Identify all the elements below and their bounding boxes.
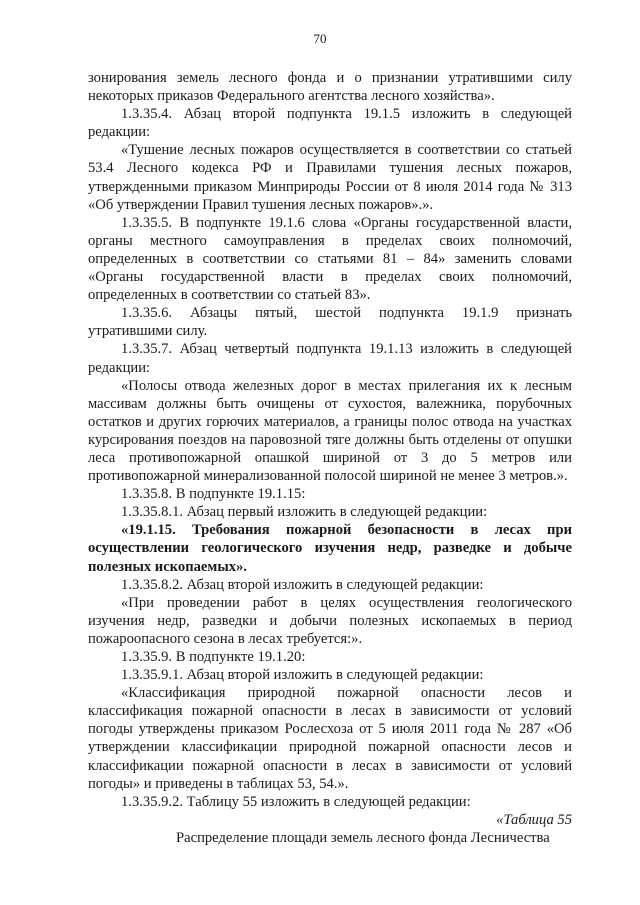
paragraph: 1.3.35.9.2. Таблицу 55 изложить в следующей редакции: (121, 793, 471, 810)
paragraph: 1.3.35.6. Абзацы пятый, шестой подпункта 19.1.9 признать утратившими силу. (88, 305, 572, 340)
paragraph: 1.3.35.8.1. Абзац первый изложить в следующей редакции: (121, 504, 488, 521)
paragraph: «Тушение лесных пожаров осуществляется в соответствии со статьей 53.4 Лесного кодекса РФ и Правилами тушения лесных пожаров, утвержденными приказом Минприроды России от 8 июля 2014 года № 313 «Об утверждении Правил тушения лесных пожаров».». (88, 142, 572, 213)
paragraph: 1.3.35.4. Абзац второй подпункта 19.1.5 изложить в следующей редакции: (88, 106, 572, 141)
bold-heading-paragraph: «19.1.15. Требования пожарной безопасности в лесах при осуществлении геологического изучения недр, разведке и добыче полезных ископаемых». (88, 522, 572, 575)
paragraph: 1.3.35.5. В подпункте 19.1.6 слова «Органы государственной власти, органы местного самоуправления в пределах своих полномочий, определенных в соответствии со статьями 81 – 84» заменить словами «Органы государственной власти в пределах своих полномочий, определенных в соответствии со статьей 83». (88, 214, 572, 304)
paragraph: 1.3.35.8.2. Абзац второй изложить в следующей редакции: (121, 576, 484, 593)
paragraph: «Классификация природной пожарной опасности лесов и классификация пожарной опасности в лесах в зависимости от условий погоды утверждены приказом Рослесхоза от 5 июля 2011 года № 287 «Об утверждении классификации природной пожарной опасности лесов и классификации пожарной опасности в лесах в зависимости от условий погоды» и приведены в таблицах 53, 54.». (88, 685, 572, 792)
table-caption: Распределение площади земель лесного фонда Лесничества (176, 829, 550, 846)
paragraph: «При проведении работ в целях осуществления геологического изучения недр, разведки и добычи полезных ископаемых в период пожароопасного сезона в лесах требуется:». (88, 594, 572, 647)
paragraph: 1.3.35.8. В подпункте 19.1.15: (121, 486, 306, 503)
document-body (88, 69, 572, 847)
table-label: «Таблица 55 (496, 811, 572, 828)
paragraph: зонирования земель лесного фонда и о признании утратившими силу некоторых приказов Федерального агентства лесного хозяйства». (88, 70, 572, 105)
paragraph: 1.3.35.9. В подпункте 19.1.20: (121, 649, 306, 665)
paragraph: «Полосы отвода железных дорог в местах прилегания их к лесным массивам должны быть очищены от сухостоя, валежника, порубочных остатков и других горючих материалов, а границы полос отвода на участках курсирования поездов на паровозной тяге должны быть отделены от опушки леса противопожарной опашкой шириной от 3 до 5 метров или противопожарной минерализованной полосой шириной не менее 3 метров.». (88, 377, 572, 485)
page-number: 70 (313, 31, 327, 46)
paragraph: 1.3.35.7. Абзац четвертый подпункта 19.1.13 изложить в следующей редакции: (88, 341, 572, 376)
paragraph: 1.3.35.9.1. Абзац второй изложить в следующей редакции: (121, 667, 484, 684)
